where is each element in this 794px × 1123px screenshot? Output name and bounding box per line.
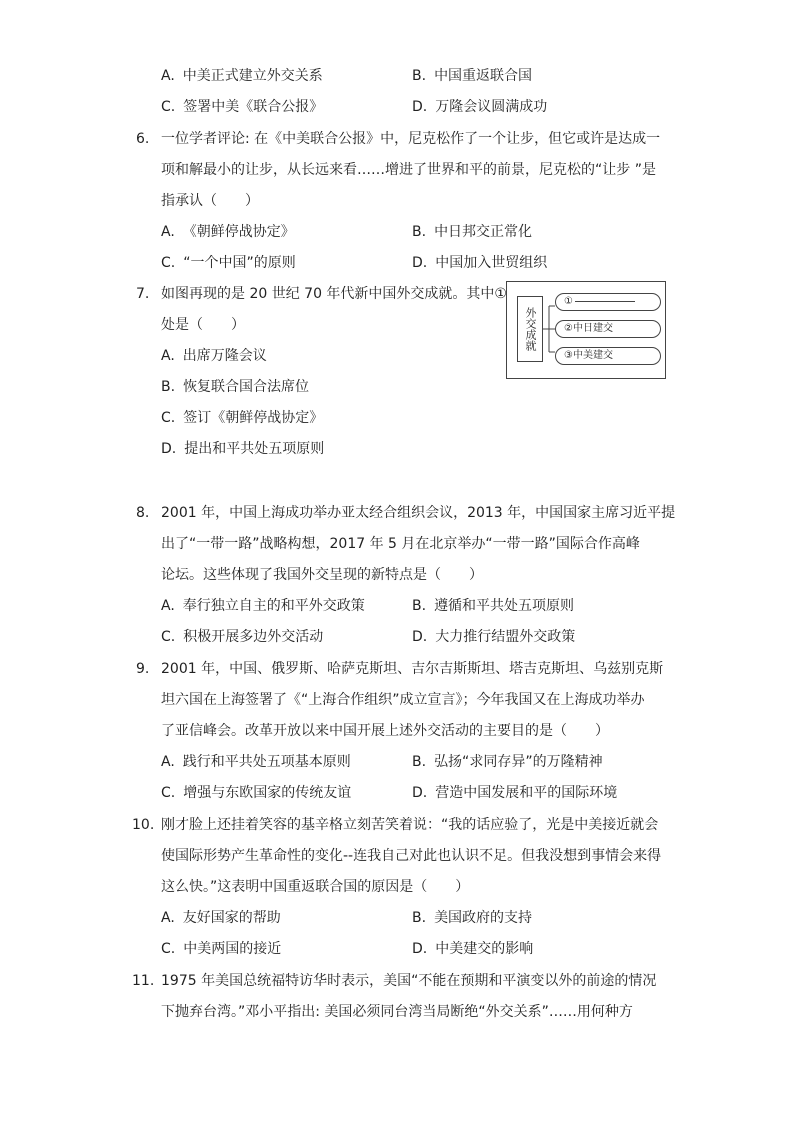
figure-item-1-blank (575, 301, 635, 302)
figure-item-1 (555, 293, 661, 311)
q5-option-d-text: 万隆会议圆满成功 (435, 99, 548, 115)
q9-option-b-letter: B. (412, 754, 427, 770)
q10-option-b-text: 美国政府的支持 (434, 910, 533, 926)
q5-option-c (161, 97, 323, 117)
q8-option-b-text: 遵循和平共处五项原则 (434, 598, 575, 614)
q6-option-b-text: 中日邦交正常化 (434, 224, 533, 240)
q9-option-c (161, 783, 351, 803)
q7-option-a-text: 出席万隆会议 (182, 348, 267, 364)
q10-option-d-text: 中美建交的影响 (435, 941, 534, 957)
q9-stem-line-2: 坦六国在上海签署了《“上海合作组织”成立宣言》；今年我国又在上海成功举办 (161, 692, 645, 708)
q6-option-d-letter: D. (412, 255, 428, 271)
q8-option-a-text: 奉行独立自主的和平外交政策 (182, 598, 365, 614)
q10-option-c-text: 中美两国的接近 (183, 941, 282, 957)
q5-option-a-letter: A. (161, 68, 175, 84)
q10-stem-line-3: 这么快。”这表明中国重返联合国的原因是（ ） (161, 879, 470, 895)
q9-option-b (412, 752, 603, 772)
q7-number: 7. (136, 286, 150, 302)
q10-option-a-letter: A. (161, 910, 175, 926)
q9-stem-line-1: 2001 年，中国、俄罗斯、哈萨克斯坦、吉尔吉斯斯坦、塔吉克斯坦、乌兹别克斯 (161, 661, 664, 677)
q11-number: 11. (132, 973, 155, 989)
q7-option-c (161, 408, 323, 428)
q5-option-a (161, 66, 323, 86)
figure-item-2: ②中日建交 (555, 320, 661, 338)
q8-option-d-letter: D. (412, 629, 428, 645)
figure-item-1-label: ① (564, 296, 573, 307)
q9-option-d-letter: D. (412, 785, 428, 801)
q10-number: 10. (132, 817, 155, 833)
q8-option-c (161, 627, 323, 647)
q7-option-d-letter: D. (161, 441, 177, 457)
q9-stem-line-3: 了亚信峰会。改革开放以来中国开展上述外交活动的主要目的是（ ） (161, 723, 609, 739)
figure-connector-icon (543, 302, 555, 356)
q9-option-c-text: 增强与东欧国家的传统友谊 (183, 785, 352, 801)
q7-stem-line-1: 如图再现的是 20 世纪 70 年代新中国外交成就。其中① (161, 286, 507, 302)
q10-stem-line-1: 刚才脸上还挂着笑容的基辛格立刻苦笑着说：“我的话应验了，光是中美接近就会 (161, 817, 659, 833)
q9-option-a (161, 752, 351, 772)
q10-option-c-letter: C. (161, 941, 176, 957)
q7-option-d-text: 提出和平共处五项原则 (184, 441, 325, 457)
q5-option-b-text: 中国重返联合国 (434, 68, 533, 84)
q6-stem-line-1: 一位学者评论: 在《中美联合公报》中，尼克松作了一个让步，但它或许是达成一 (161, 131, 661, 147)
q5-option-b (412, 66, 532, 86)
q7-option-c-text: 签订《朝鲜停战协定》 (183, 410, 324, 426)
q8-option-c-text: 积极开展多边外交活动 (183, 629, 324, 645)
q10-option-a (161, 908, 281, 928)
q8-option-b-letter: B. (412, 598, 427, 614)
q5-option-d (412, 97, 547, 117)
q9-option-a-text: 践行和平共处五项基本原则 (182, 754, 351, 770)
q8-number: 8. (136, 505, 150, 521)
q5-option-a-text: 中美正式建立外交关系 (182, 68, 323, 84)
q8-option-d (412, 627, 575, 647)
q8-option-a-letter: A. (161, 598, 175, 614)
q6-option-a (161, 222, 295, 242)
q10-option-c (161, 939, 281, 959)
q6-number: 6. (136, 131, 150, 147)
q6-option-a-text: 《朝鲜停战协定》 (182, 224, 295, 240)
q8-option-a (161, 596, 365, 616)
q10-option-d (412, 939, 533, 959)
q6-option-c (161, 253, 296, 273)
q9-number: 9. (136, 661, 150, 677)
q9-option-a-letter: A. (161, 754, 175, 770)
q8-option-d-text: 大力推行结盟外交政策 (435, 629, 576, 645)
q6-stem-line-3: 指承认（ ） (161, 193, 259, 209)
q7-option-b-letter: B. (161, 379, 176, 395)
q10-option-a-text: 友好国家的帮助 (182, 910, 281, 926)
q8-option-b (412, 596, 574, 616)
q11-stem-line-2: 下抛弃台湾。”邓小平指出: 美国必须同台湾当局断绝“外交关系”……用何种方 (161, 1004, 633, 1020)
q5-option-b-letter: B. (412, 68, 427, 84)
q10-option-b (412, 908, 532, 928)
q7-stem-line-2: 处是（ ） (161, 317, 245, 333)
q6-option-c-text: “一个中国”的原则 (183, 255, 296, 271)
q9-option-c-letter: C. (161, 785, 176, 801)
q10-option-b-letter: B. (412, 910, 427, 926)
q6-stem-line-2: 项和解最小的让步，从长远来看……增进了世界和平的前景，尼克松的“让步 ”是 (161, 162, 656, 178)
q7-option-b (161, 377, 309, 397)
q7-option-b-text: 恢复联合国合法席位 (183, 379, 310, 395)
q8-option-c-letter: C. (161, 629, 176, 645)
q8-stem-line-3: 论坛。这些体现了我国外交呈现的新特点是（ ） (161, 567, 483, 583)
q9-option-b-text: 弘扬“求同存异”的万隆精神 (434, 754, 603, 770)
q7-option-a-letter: A. (161, 348, 175, 364)
q6-option-b-letter: B. (412, 224, 427, 240)
q10-stem-line-2: 使国际形势产生革命性的变化--连我自己对此也认识不足。但我没想到事情会来得 (161, 848, 662, 864)
figure-title: 外交成就 (517, 296, 543, 362)
figure-item-3: ③中美建交 (555, 347, 661, 365)
q9-option-d (412, 783, 617, 803)
q11-stem-line-1: 1975 年美国总统福特访华时表示，美国“不能在预期和平演变以外的前途的情况 (161, 973, 657, 989)
q7-option-d (161, 439, 324, 459)
q7-option-a (161, 346, 267, 366)
q6-option-c-letter: C. (161, 255, 176, 271)
q10-option-d-letter: D. (412, 941, 428, 957)
q7-option-c-letter: C. (161, 410, 176, 426)
q5-option-c-text: 签署中美《联合公报》 (183, 99, 324, 115)
q5-option-d-letter: D. (412, 99, 428, 115)
q6-option-d (412, 253, 547, 273)
q5-option-c-letter: C. (161, 99, 176, 115)
q6-option-a-letter: A. (161, 224, 175, 240)
q7-diplomacy-figure (506, 281, 666, 379)
q6-option-d-text: 中国加入世贸组织 (435, 255, 548, 271)
q8-stem-line-1: 2001 年，中国上海成功举办亚太经合组织会议，2013 年，中国国家主席习近平提 (161, 505, 676, 521)
q9-option-d-text: 营造中国发展和平的国际环境 (435, 785, 618, 801)
q6-option-b (412, 222, 532, 242)
q8-stem-line-2: 出了“一带一路”战略构想，2017 年 5 月在北京举办“一带一路”国际合作高峰 (161, 536, 640, 552)
